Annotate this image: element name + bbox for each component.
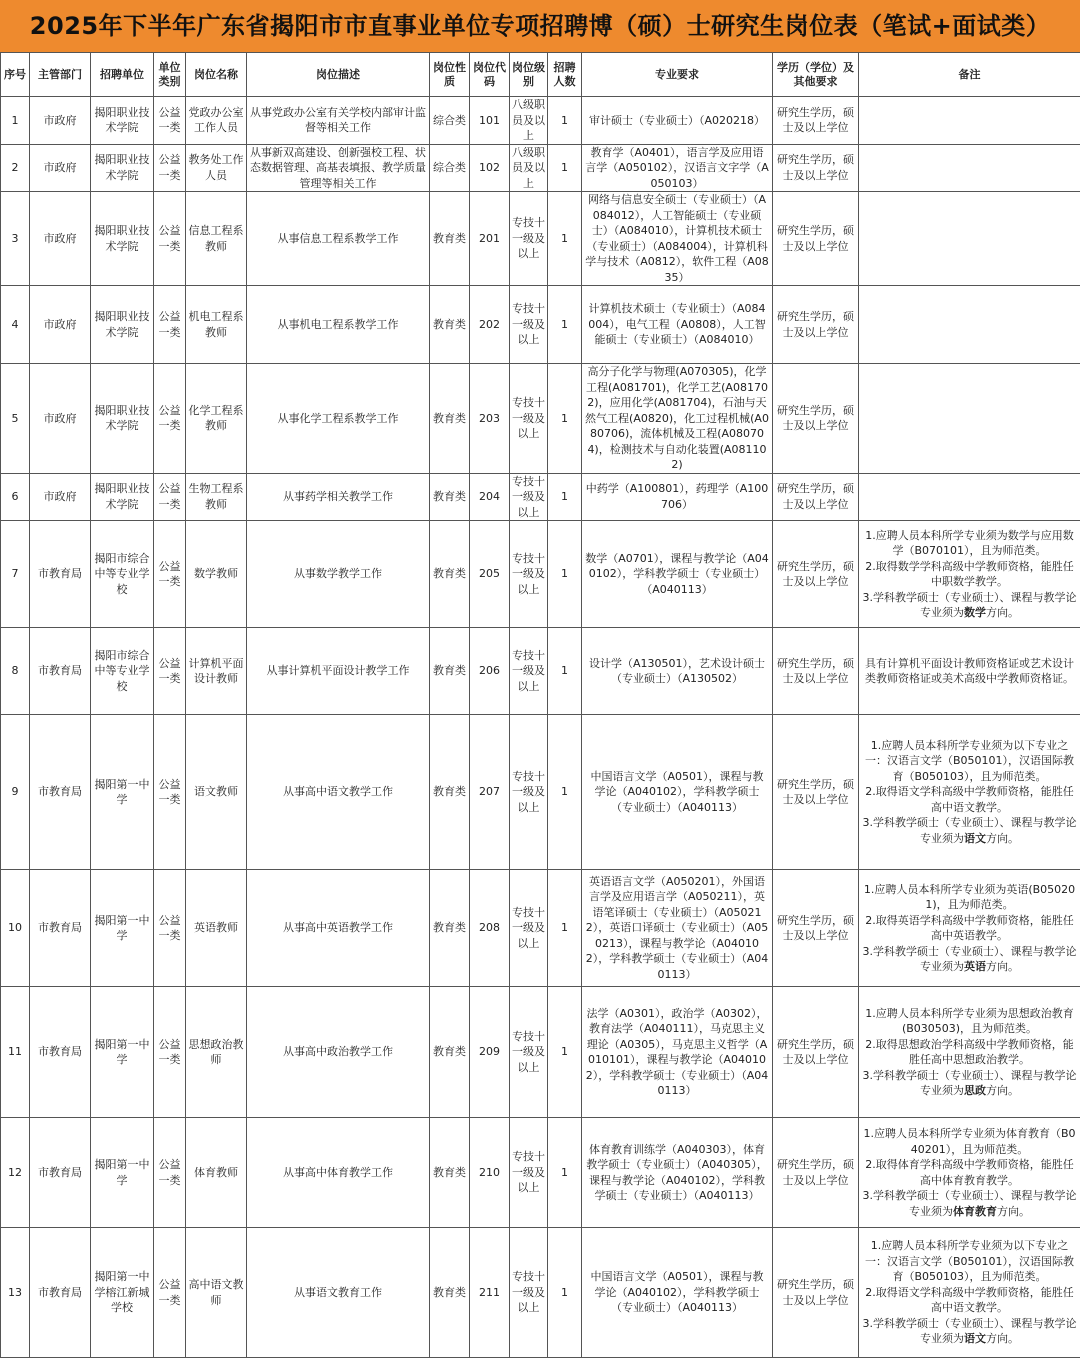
cell-education: 研究生学历，硕士及以上学位 [773,97,859,145]
cell-category: 公益一类 [154,628,186,715]
cell-dept: 市政府 [30,473,91,521]
cell-nature: 教育类 [430,1118,470,1228]
cell-nature: 教育类 [430,521,470,628]
cell-education: 研究生学历，硕士及以上学位 [773,144,859,192]
cell-remarks [859,192,1080,286]
cell-headcount: 1 [548,628,582,715]
remark-line: 1.应聘人员本科所学专业须为以下专业之一：汉语言文学（B050101），汉语国际教育（B050103），且为师范类。 [861,738,1078,785]
cell-dept: 市政府 [30,144,91,192]
cell-description: 从事高中政治教学工作 [247,987,430,1118]
cell-education: 研究生学历，硕士及以上学位 [773,473,859,521]
cell-headcount: 1 [548,144,582,192]
cell-description: 从事药学相关教学工作 [247,473,430,521]
remark-line: 2.取得语文学科高级中学教师资格，能胜任高中语文教学。 [861,1285,1078,1316]
cell-unit: 揭阳职业技术学院 [91,192,154,286]
header-cell: 专业要求 [582,53,773,97]
cell-dept: 市教育局 [30,715,91,870]
cell-remarks [859,987,1080,1118]
cell-nature: 教育类 [430,192,470,286]
cell-education: 研究生学历，硕士及以上学位 [773,364,859,474]
cell-unit: 揭阳第一中学 [91,715,154,870]
cell-category: 公益一类 [154,286,186,364]
remark-line: 3.学科教学硕士（专业硕士）、课程与教学论专业须为英语方向。 [861,944,1078,975]
cell-no: 9 [1,715,30,870]
remark-line: 1.应聘人员本科所学专业须为体育教育（B040201），且为师范类。 [861,1126,1078,1157]
cell-code: 205 [470,521,510,628]
cell-no: 7 [1,521,30,628]
cell-post-name: 思想政治教师 [186,987,247,1118]
cell-major: 计算机技术硕士（专业硕士）（A084004），电气工程（A0808），人工智能硕士（专业硕士）（A084010） [582,286,773,364]
cell-post-name: 语文教师 [186,715,247,870]
cell-major: 审计硕士（专业硕士）（A020218） [582,97,773,145]
cell-description: 从事高中英语教学工作 [247,870,430,987]
cell-code: 211 [470,1228,510,1358]
cell-major: 英语语言文学（A050201），外国语言学及应用语言学（A050211），英语笔译硕士（专业硕士）（A050212），英语口译硕士（专业硕士）（A050213），课程与教学论（A040102），学科教学硕士（专业硕士）（A040113） [582,870,773,987]
cell-nature: 教育类 [430,286,470,364]
cell-remarks [859,521,1080,628]
cell-post-name: 生物工程系教师 [186,473,247,521]
table-row [1,870,1080,987]
cell-major: 法学（A0301），政治学（A0302），教育法学（A040111），马克思主义理论（A0305），马克思主义哲学（A010101），课程与教学论（A040102），学科教学硕士（专业硕士）（A040113） [582,987,773,1118]
cell-dept: 市政府 [30,192,91,286]
cell-description: 从事化学工程系教学工作 [247,364,430,474]
cell-unit: 揭阳职业技术学院 [91,97,154,145]
cell-major: 高分子化学与物理(A070305)，化学工程(A081701)，化学工艺(A081702)，应用化学(A081704)，石油与天然气工程(A0820)，化工过程机械(A080706)，流体机械及工程(A080704)，检测技术与自动化装置(A081102) [582,364,773,474]
cell-major: 中药学（A100801），药理学（A100706） [582,473,773,521]
cell-headcount: 1 [548,192,582,286]
cell-no: 6 [1,473,30,521]
header-cell: 单位类别 [154,53,186,97]
cell-headcount: 1 [548,364,582,474]
cell-nature: 教育类 [430,870,470,987]
cell-major: 数学（A0701），课程与教学论（A040102），学科教学硕士（专业硕士）（A040113） [582,521,773,628]
cell-category: 公益一类 [154,473,186,521]
remark-line: 2.取得数学学科高级中学教师资格，能胜任中职数学教学。 [861,559,1078,590]
cell-dept: 市教育局 [30,1228,91,1358]
table-row [1,1228,1080,1358]
cell-category: 公益一类 [154,1118,186,1228]
cell-category: 公益一类 [154,521,186,628]
cell-major: 体育教育训练学（A040303），体育教学硕士（专业硕士）（A040305），课程与教学论（A040102），学科教学硕士（专业硕士）（A040113） [582,1118,773,1228]
cell-level: 专技十一级及以上 [510,286,548,364]
cell-nature: 教育类 [430,628,470,715]
cell-remarks [859,1118,1080,1228]
cell-remarks [859,870,1080,987]
cell-no: 12 [1,1118,30,1228]
table-row [1,192,1080,286]
cell-dept: 市教育局 [30,870,91,987]
remark-line: 3.学科教学硕士（专业硕士）、课程与教学论专业须为语文方向。 [861,1316,1078,1347]
cell-unit: 揭阳第一中学 [91,1118,154,1228]
cell-post-name: 高中语文教师 [186,1228,247,1358]
page-title: 2025年下半年广东省揭阳市市直事业单位专项招聘博（硕）士研究生岗位表（笔试+面试类） [0,0,1080,52]
cell-post-name: 计算机平面设计教师 [186,628,247,715]
cell-headcount: 1 [548,1228,582,1358]
cell-education: 研究生学历，硕士及以上学位 [773,1228,859,1358]
cell-post-name: 教务处工作人员 [186,144,247,192]
cell-post-name: 体育教师 [186,1118,247,1228]
remark-line: 3.学科教学硕士（专业硕士）、课程与教学论专业须为语文方向。 [861,815,1078,846]
emphasis: 思政 [964,1084,986,1097]
cell-post-name: 信息工程系教师 [186,192,247,286]
cell-description: 从事语文教育工作 [247,1228,430,1358]
header-row [1,53,1080,97]
cell-unit: 揭阳第一中学 [91,870,154,987]
cell-level: 专技十一级及以上 [510,192,548,286]
cell-remarks [859,97,1080,145]
table-body [1,97,1080,1358]
cell-dept: 市教育局 [30,987,91,1118]
cell-code: 210 [470,1118,510,1228]
cell-post-name: 机电工程系教师 [186,286,247,364]
cell-unit: 揭阳职业技术学院 [91,144,154,192]
cell-education: 研究生学历，硕士及以上学位 [773,987,859,1118]
cell-post-name: 英语教师 [186,870,247,987]
cell-nature: 教育类 [430,715,470,870]
emphasis: 语文 [964,832,986,845]
cell-major: 中国语言文学（A0501），课程与教学论（A040102），学科教学硕士（专业硕士）（A040113） [582,1228,773,1358]
header-cell: 岗位代码 [470,53,510,97]
cell-description: 从事党政办公室有关学校内部审计监督等相关工作 [247,97,430,145]
cell-nature: 教育类 [430,473,470,521]
header-cell: 岗位级别 [510,53,548,97]
cell-education: 研究生学历，硕士及以上学位 [773,715,859,870]
cell-level: 专技十一级及以上 [510,870,548,987]
emphasis: 体育教育 [953,1205,997,1218]
remark-line: 1.应聘人员本科所学专业须为英语(B050201)，且为师范类。 [861,882,1078,913]
cell-education: 研究生学历，硕士及以上学位 [773,1118,859,1228]
cell-unit: 揭阳职业技术学院 [91,286,154,364]
table-row [1,715,1080,870]
remark-line: 3.学科教学硕士（专业硕士）、课程与教学论专业须为思政方向。 [861,1068,1078,1099]
cell-post-name: 党政办公室工作人员 [186,97,247,145]
cell-unit: 揭阳职业技术学院 [91,364,154,474]
cell-unit: 揭阳第一中学 [91,987,154,1118]
table-row [1,521,1080,628]
cell-description: 从事计算机平面设计教学工作 [247,628,430,715]
cell-nature: 教育类 [430,364,470,474]
positions-table [0,52,1080,1358]
cell-description: 从事信息工程系教学工作 [247,192,430,286]
cell-dept: 市政府 [30,364,91,474]
header-cell: 主管部门 [30,53,91,97]
cell-level: 专技十一级及以上 [510,521,548,628]
cell-dept: 市教育局 [30,1118,91,1228]
table-row [1,473,1080,521]
cell-major: 设计学（A130501），艺术设计硕士（专业硕士）（A130502） [582,628,773,715]
cell-education: 研究生学历，硕士及以上学位 [773,870,859,987]
cell-headcount: 1 [548,1118,582,1228]
cell-category: 公益一类 [154,987,186,1118]
table-row [1,97,1080,145]
cell-no: 8 [1,628,30,715]
cell-unit: 揭阳市综合中等专业学校 [91,628,154,715]
cell-remarks [859,628,1080,715]
cell-no: 3 [1,192,30,286]
header-cell: 岗位描述 [247,53,430,97]
cell-level: 专技十一级及以上 [510,473,548,521]
cell-remarks [859,715,1080,870]
cell-post-name: 数学教师 [186,521,247,628]
cell-category: 公益一类 [154,715,186,870]
cell-unit: 揭阳第一中学榕江新城学校 [91,1228,154,1358]
cell-remarks [859,1228,1080,1358]
remark-line: 1.应聘人员本科所学专业须为以下专业之一：汉语言文学（B050101），汉语国际教育（B050103），且为师范类。 [861,1238,1078,1285]
remark-line: 2.取得英语学科高级中学教师资格，能胜任高中英语教学。 [861,913,1078,944]
cell-education: 研究生学历，硕士及以上学位 [773,628,859,715]
cell-headcount: 1 [548,521,582,628]
header-cell: 岗位性质 [430,53,470,97]
header-cell: 招聘单位 [91,53,154,97]
cell-level: 专技十一级及以上 [510,1118,548,1228]
cell-code: 101 [470,97,510,145]
cell-no: 4 [1,286,30,364]
cell-headcount: 1 [548,715,582,870]
remark-line: 3.学科教学硕士（专业硕士）、课程与教学论专业须为体育教育方向。 [861,1188,1078,1219]
header-cell: 备注 [859,53,1080,97]
cell-code: 201 [470,192,510,286]
cell-level: 专技十一级及以上 [510,715,548,870]
cell-description: 从事机电工程系教学工作 [247,286,430,364]
cell-dept: 市教育局 [30,628,91,715]
cell-code: 203 [470,364,510,474]
cell-no: 5 [1,364,30,474]
cell-description: 从事高中语文教学工作 [247,715,430,870]
cell-education: 研究生学历，硕士及以上学位 [773,192,859,286]
emphasis: 数学 [964,606,986,619]
table-row [1,286,1080,364]
cell-unit: 揭阳职业技术学院 [91,473,154,521]
table-row [1,628,1080,715]
cell-headcount: 1 [548,870,582,987]
table-row [1,144,1080,192]
cell-post-name: 化学工程系教师 [186,364,247,474]
cell-unit: 揭阳市综合中等专业学校 [91,521,154,628]
cell-level: 专技十一级及以上 [510,987,548,1118]
cell-education: 研究生学历，硕士及以上学位 [773,521,859,628]
cell-headcount: 1 [548,473,582,521]
cell-major: 教育学（A0401），语言学及应用语言学（A050102），汉语言文字学（A050103） [582,144,773,192]
cell-major: 中国语言文学（A0501），课程与教学论（A040102），学科教学硕士（专业硕士）（A040113） [582,715,773,870]
cell-education: 研究生学历，硕士及以上学位 [773,286,859,364]
cell-description: 从事新双高建设、创新强校工程、状态数据管理、高基表填报、教学质量管理等相关工作 [247,144,430,192]
cell-code: 102 [470,144,510,192]
cell-nature: 教育类 [430,1228,470,1358]
cell-dept: 市政府 [30,97,91,145]
cell-level: 专技十一级及以上 [510,364,548,474]
cell-dept: 市教育局 [30,521,91,628]
cell-code: 207 [470,715,510,870]
cell-no: 13 [1,1228,30,1358]
cell-headcount: 1 [548,97,582,145]
cell-code: 209 [470,987,510,1118]
cell-category: 公益一类 [154,870,186,987]
remark-line: 3.学科教学硕士（专业硕士）、课程与教学论专业须为数学方向。 [861,590,1078,621]
cell-category: 公益一类 [154,192,186,286]
cell-remarks [859,144,1080,192]
cell-no: 10 [1,870,30,987]
table-row [1,1118,1080,1228]
cell-remarks [859,473,1080,521]
cell-description: 从事数学教学工作 [247,521,430,628]
remark-line: 2.取得思想政治学科高级中学教师资格，能胜任高中思想政治教学。 [861,1037,1078,1068]
cell-nature: 综合类 [430,144,470,192]
cell-no: 2 [1,144,30,192]
cell-level: 专技十一级及以上 [510,628,548,715]
cell-headcount: 1 [548,987,582,1118]
cell-level: 八级职员及以上 [510,97,548,145]
cell-code: 204 [470,473,510,521]
emphasis: 语文 [964,1332,986,1345]
cell-level: 八级职员及以上 [510,144,548,192]
remark-line: 2.取得体育学科高级中学教师资格，能胜任高中体育教育教学。 [861,1157,1078,1188]
remark-line: 1.应聘人员本科所学专业须为思想政治教育(B030503)，且为师范类。 [861,1006,1078,1037]
remark-line: 1.应聘人员本科所学专业须为数学与应用数学（B070101），且为师范类。 [861,528,1078,559]
remark-line: 具有计算机平面设计教师资格证或艺术设计类教师资格证或美术高级中学教师资格证。 [861,656,1078,687]
emphasis: 英语 [964,960,986,973]
cell-remarks [859,286,1080,364]
cell-no: 1 [1,97,30,145]
cell-code: 202 [470,286,510,364]
cell-nature: 教育类 [430,987,470,1118]
cell-category: 公益一类 [154,364,186,474]
cell-code: 206 [470,628,510,715]
cell-code: 208 [470,870,510,987]
table-row [1,987,1080,1118]
cell-remarks [859,364,1080,474]
cell-nature: 综合类 [430,97,470,145]
header-cell: 学历（学位）及其他要求 [773,53,859,97]
cell-category: 公益一类 [154,144,186,192]
table-row [1,364,1080,474]
cell-dept: 市政府 [30,286,91,364]
cell-no: 11 [1,987,30,1118]
cell-description: 从事高中体育教学工作 [247,1118,430,1228]
cell-major: 网络与信息安全硕士（专业硕士）（A084012），人工智能硕士（专业硕士）（A084010），计算机技术硕士（专业硕士）（A084004），计算机科学与技术（A0812），软件工程（A0835） [582,192,773,286]
cell-category: 公益一类 [154,1228,186,1358]
cell-level: 专技十一级及以上 [510,1228,548,1358]
header-cell: 招聘人数 [548,53,582,97]
cell-category: 公益一类 [154,97,186,145]
header-cell: 序号 [1,53,30,97]
remark-line: 2.取得语文学科高级中学教师资格，能胜任高中语文教学。 [861,784,1078,815]
header-cell: 岗位名称 [186,53,247,97]
cell-headcount: 1 [548,286,582,364]
